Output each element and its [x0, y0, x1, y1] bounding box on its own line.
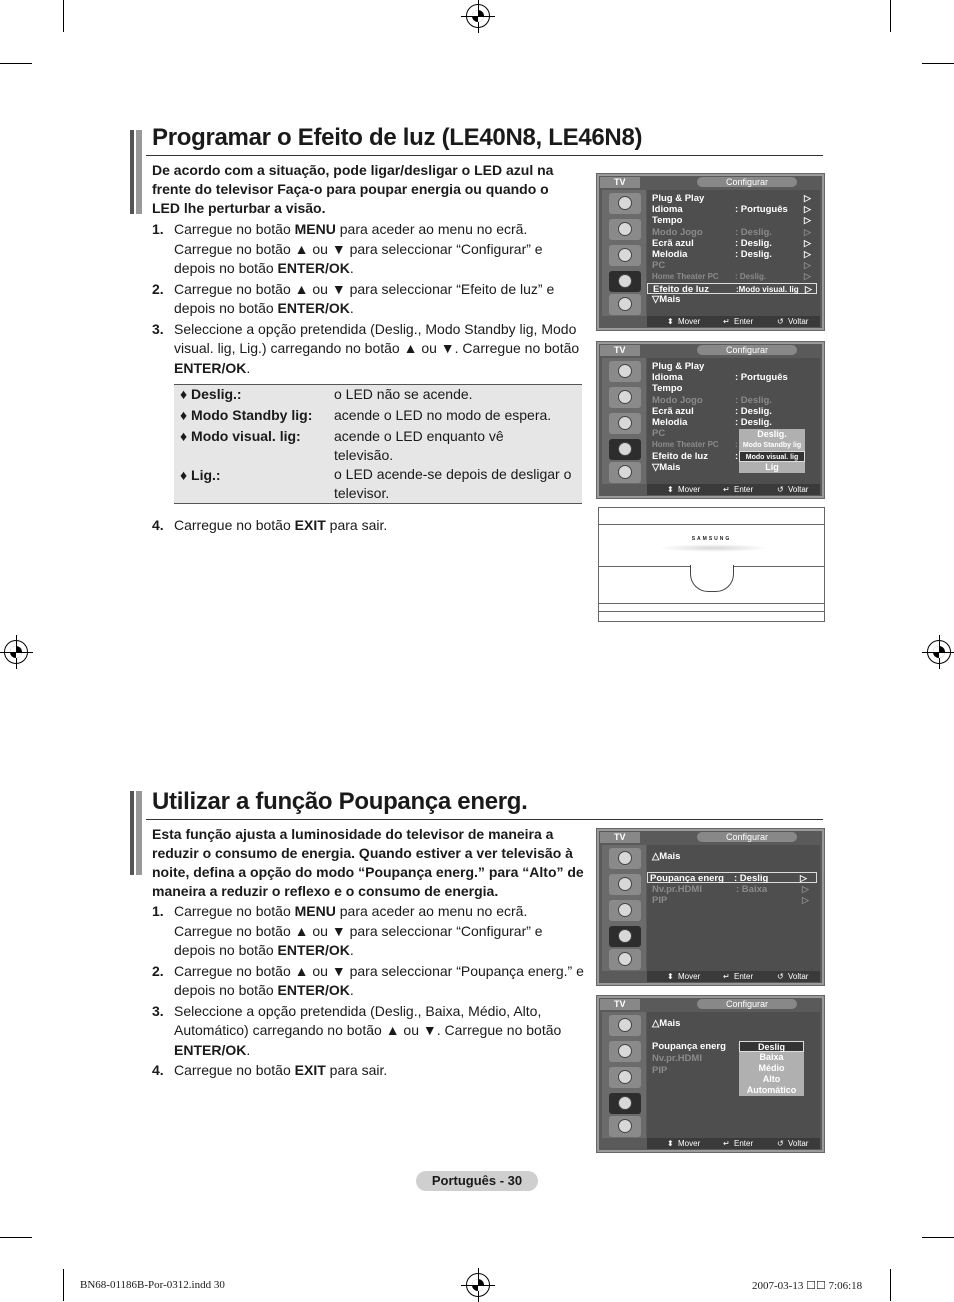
samsung-logo: SAMSUNG — [691, 536, 732, 542]
step-1: 1. Carregue no botão MENU para aceder ao menu no ecrã. Carregue no botão ▲ ou ▼ para seleccionar “Configurar” e depois no botão ENTER/OK. — [152, 221, 543, 276]
section-title-bar — [130, 130, 142, 214]
dropdown-option[interactable]: Alto — [739, 1074, 804, 1085]
osd-bottom-bar: ⬍ Mover ↵ Enter ↺ Voltar — [647, 484, 820, 495]
step-4: 4. Carregue no botão EXIT para sair. — [152, 1062, 388, 1078]
input-icon — [609, 462, 641, 483]
enter-icon: ↵ — [723, 317, 730, 326]
page-number: Português - 30 — [416, 1171, 538, 1191]
osd-title: Configurar — [697, 832, 797, 842]
osd-title: Configurar — [697, 999, 797, 1009]
led-glow — [659, 544, 769, 552]
osd-bottom-bar: ⬍ Mover ↵ Enter ↺ Voltar — [647, 316, 820, 327]
dropdown-option[interactable]: Lig — [739, 462, 805, 473]
channel-icon — [609, 413, 641, 434]
setup-gear-icon — [609, 926, 641, 947]
tv-led-illustration — [598, 507, 825, 622]
registration-mark-icon — [466, 1273, 490, 1297]
osd-title: Configurar — [697, 345, 797, 355]
channel-icon — [609, 900, 641, 921]
section-title-bar — [130, 791, 142, 875]
channel-icon — [609, 1067, 641, 1088]
section1-steps — [152, 220, 580, 379]
picture-icon — [609, 361, 641, 382]
osd-screen-4 — [596, 995, 825, 1153]
dropdown-option[interactable]: Modo Standby lig — [739, 440, 805, 451]
dropdown-option[interactable]: Deslig — [739, 1041, 804, 1052]
move-icon: ⬍ — [667, 1139, 674, 1148]
osd-menu-panel: △Mais Poupança energ : Deslig ▷ Nv.pr.HDMI : Baixa ▷ PIP ▷ — [647, 845, 820, 971]
option-key: ♦ Modo visual. lig: — [180, 428, 301, 444]
setup-gear-icon — [609, 439, 641, 460]
sound-icon — [609, 1041, 641, 1062]
step-2: 2. Carregue no botão ▲ ou ▼ para seleccionar “Efeito de luz” e depois no botão ENTER/OK. — [152, 280, 555, 316]
section1-title: Programar o Efeito de luz (LE40N8, LE46N8) — [152, 124, 643, 151]
channel-icon — [609, 245, 641, 266]
dropdown-option[interactable]: Modo visual. lig — [739, 451, 805, 462]
dropdown-option[interactable]: Automático — [739, 1085, 804, 1096]
crop-mark — [0, 63, 32, 64]
title-rule — [146, 155, 823, 156]
section1-step4 — [152, 516, 580, 537]
enter-icon: ↵ — [723, 485, 730, 494]
option-value: o LED acende-se depois de desligar o televisor. — [334, 466, 572, 501]
crop-mark — [922, 1237, 954, 1238]
osd-icon-column — [602, 1012, 646, 1138]
crop-mark — [0, 1237, 32, 1238]
osd-icon-column — [602, 358, 646, 484]
return-icon: ↺ — [777, 1139, 784, 1148]
osd-tv-tab: TV — [600, 999, 640, 1010]
section2-intro: Esta função ajusta a luminosidade do televisor de maneira a reduzir o consumo de energia. Quando estiver a ver televisão à noite, defina a opção do modo “Poupança energ.” para “Alto” de maneira a reduzir o reflexo e o consumo de energia. — [152, 826, 584, 899]
option-value: acende o LED enquanto vê televisão. — [334, 428, 504, 463]
osd-tv-tab: TV — [600, 177, 640, 188]
registration-mark-icon — [927, 640, 951, 664]
option-key: ♦ Lig.: — [180, 467, 221, 483]
osd-icon-column — [602, 845, 646, 971]
osd-menu-row[interactable]: Efeito de luz :Modo visual. lig ▷ — [647, 283, 817, 294]
step-2: 2. Carregue no botão ▲ ou ▼ para seleccionar “Poupança energ.” e depois no botão ENTER/OK. — [152, 962, 584, 998]
osd-more-up: △Mais — [652, 1018, 681, 1029]
step-4: 4. Carregue no botão EXIT para sair. — [152, 517, 388, 533]
footer-timestamp: 2007-03-13 ☐☐ 7:06:18 — [752, 1280, 863, 1292]
osd-icon-column — [602, 190, 646, 316]
osd-more-up: △Mais — [652, 851, 681, 862]
sound-icon — [609, 219, 641, 240]
picture-icon — [609, 1015, 641, 1036]
options-table — [174, 384, 582, 504]
dropdown-option[interactable]: Deslig. — [739, 429, 805, 440]
option-key: ♦ Modo Standby lig: — [180, 407, 313, 423]
registration-mark-icon — [466, 4, 490, 28]
crop-mark — [922, 63, 954, 64]
option-value: acende o LED no modo de espera. — [334, 407, 552, 423]
section1-intro: De acordo com a situação, pode ligar/desligar o LED azul na frente do televisor Faça-o para poupar energia ou quando o LED lhe perturbar a visão. — [152, 162, 554, 216]
return-icon: ↺ — [777, 972, 784, 981]
input-icon — [609, 949, 641, 970]
option-key: ♦ Deslig.: — [180, 386, 242, 402]
section2-steps — [152, 902, 584, 1082]
input-icon — [609, 1116, 641, 1137]
return-icon: ↺ — [777, 317, 784, 326]
osd-bottom-bar: ⬍ Mover ↵ Enter ↺ Voltar — [647, 971, 820, 982]
picture-icon — [609, 193, 641, 214]
footer-file: BN68-01186B-Por-0312.indd 30 — [80, 1279, 225, 1291]
setup-gear-icon — [609, 1093, 641, 1114]
move-icon: ⬍ — [667, 485, 674, 494]
crop-mark — [63, 1269, 64, 1301]
registration-mark-icon — [4, 640, 28, 664]
crop-mark — [890, 1269, 891, 1301]
picture-icon — [609, 848, 641, 869]
input-icon — [609, 294, 641, 315]
step-3: 3. Seleccione a opção pretendida (Deslig., Baixa, Médio, Alto, Automático) carregando no botão ▲ ou ▼. Carregue no botão ENTER/OK. — [152, 1002, 562, 1058]
osd-tv-tab: TV — [600, 832, 640, 843]
section2-title: Utilizar a função Poupança energ. — [152, 788, 528, 815]
osd-bottom-bar: ⬍ Mover ↵ Enter ↺ Voltar — [647, 1138, 820, 1149]
tv-stand — [690, 565, 734, 592]
osd-menu-panel: Plug & Play Idioma : Português Tempo Modo Jogo : Deslig. Ecrã azul : Deslig. Melodia : Deslig. PC Home Theater PC : Efeito de luz : ▽Mais Deslig. Modo Standby lig Modo visual. lig Lig — [647, 358, 820, 484]
enter-icon: ↵ — [723, 972, 730, 981]
dropdown-option[interactable]: Médio — [739, 1063, 804, 1074]
osd-title: Configurar — [697, 177, 797, 187]
osd-tv-tab: TV — [600, 345, 640, 356]
setup-gear-icon — [609, 271, 641, 292]
move-icon: ⬍ — [667, 317, 674, 326]
dropdown-option[interactable]: Baixa — [739, 1052, 804, 1063]
step-3: 3. Seleccione a opção pretendida (Deslig., Modo Standby lig, Modo visual. lig, Lig.) carregando no botão ▲ ou ▼. Carregue no botão ENTER/OK. — [152, 320, 580, 376]
osd-menu-panel: Plug & Play ▷ Idioma : Português ▷ Tempo ▷ Modo Jogo : Deslig. ▷ Ecrã azul : Deslig. ▷ Melodia : Deslig. ▷ PC ▷ Home Theater PC : Deslig. ▷ Efeito de luz :Modo visual. lig ▷ ▽Mais — [647, 190, 820, 316]
move-icon: ⬍ — [667, 972, 674, 981]
osd-menu-panel: △Mais Poupança energ Nv.pr.HDMI PIP Deslig Baixa Médio Alto Automático — [647, 1012, 820, 1138]
return-icon: ↺ — [777, 485, 784, 494]
osd-row-poupanca: Poupança energ : Deslig ▷ — [647, 872, 817, 883]
osd-screen-1 — [596, 173, 825, 331]
sound-icon — [609, 874, 641, 895]
crop-mark — [890, 0, 891, 32]
sound-icon — [609, 387, 641, 408]
step-1: 1. Carregue no botão MENU para aceder ao menu no ecrã. Carregue no botão ▲ ou ▼ para seleccionar “Configurar” e depois no botão ENTER/OK. — [152, 903, 543, 958]
osd-screen-3 — [596, 828, 825, 986]
osd-screen-2 — [596, 341, 825, 499]
option-value: o LED não se acende. — [334, 386, 473, 402]
enter-icon: ↵ — [723, 1139, 730, 1148]
title-rule — [146, 819, 823, 820]
crop-mark — [63, 0, 64, 32]
